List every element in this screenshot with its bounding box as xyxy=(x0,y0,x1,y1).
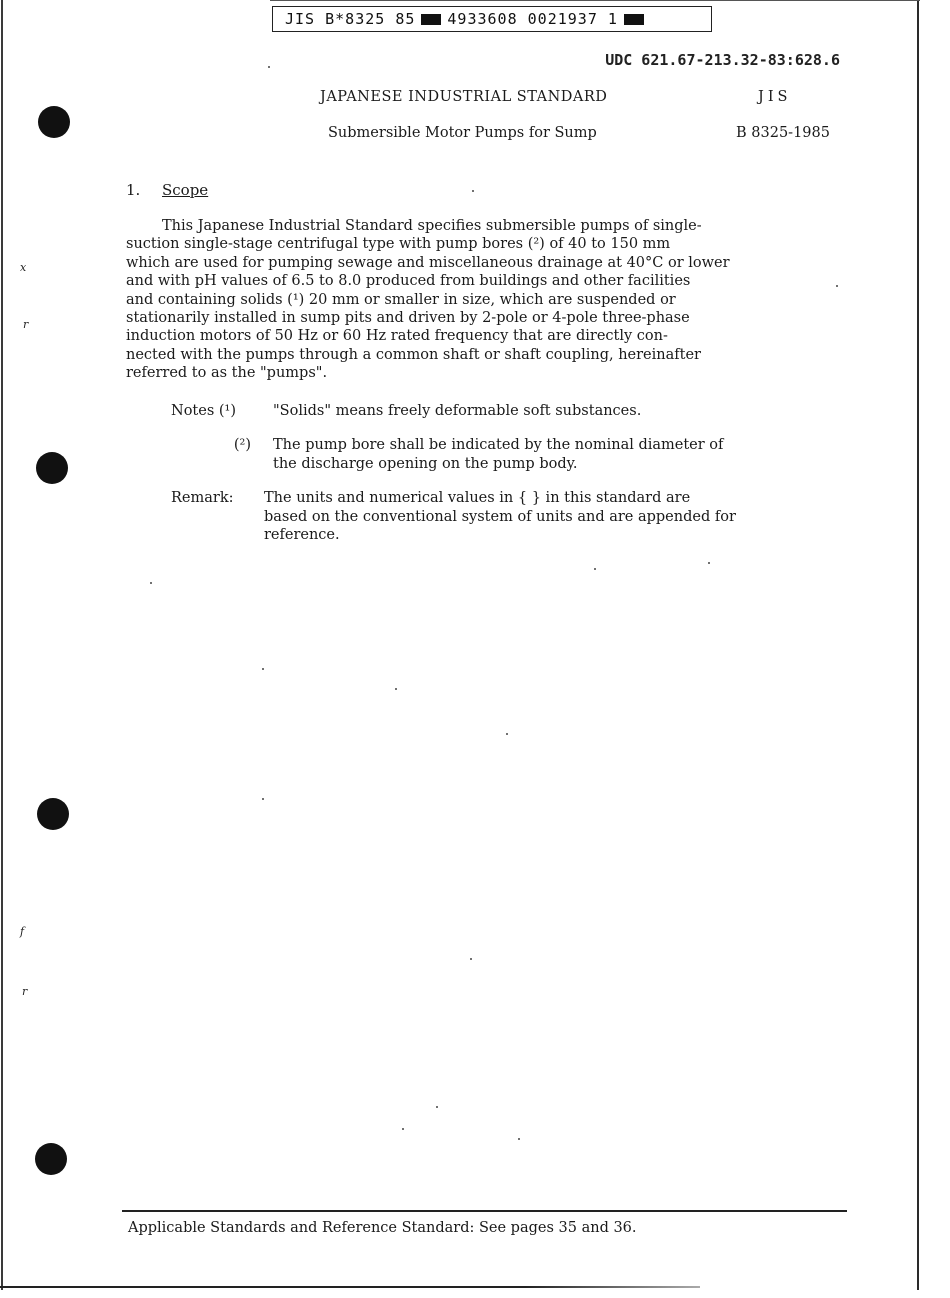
scan-speck xyxy=(262,668,264,670)
paragraph-line: and containing solids (¹) 20 mm or smaller in size, which are suspended or xyxy=(126,291,676,308)
redaction-block-icon xyxy=(624,14,644,25)
remark xyxy=(171,489,736,544)
binding-hole-icon xyxy=(38,106,70,138)
scan-edge-left xyxy=(1,0,3,1290)
scan-edge-bottom xyxy=(0,1286,700,1288)
jis-mark: JIS xyxy=(758,89,792,105)
remark-line: based on the conventional system of units and are appended for xyxy=(264,508,736,525)
scan-speck xyxy=(436,1106,438,1108)
stamp-serial: 4933608 0021937 1 xyxy=(447,10,618,28)
section-number: 1. xyxy=(126,181,141,199)
notes-heading: Notes xyxy=(171,403,215,419)
document-control-stamp xyxy=(272,6,712,32)
redaction-block-icon xyxy=(421,14,441,25)
scan-mark: f xyxy=(20,925,25,938)
scan-speck xyxy=(506,733,508,735)
udc-code: UDC 621.67-213.32-83:628.6 xyxy=(605,51,840,69)
paragraph-line: stationarily installed in sump pits and driven by 2-pole or 4-pole three-phase xyxy=(126,310,690,327)
note-text xyxy=(273,436,723,473)
note-label xyxy=(171,402,273,420)
stamp-code: JIS B*8325 85 xyxy=(285,10,416,28)
scan-speck xyxy=(395,688,397,690)
paragraph-line: suction single-stage centrifugal type with pump bores (²) of 40 to 150 mm xyxy=(126,236,671,253)
scan-mark: r xyxy=(23,318,29,331)
paragraph-line: and with pH values of 6.5 to 8.0 produced from buildings and other facilities xyxy=(126,273,691,290)
paragraph-line: This Japanese Industrial Standard specifies submersible pumps of single- xyxy=(162,218,702,234)
scan-speck xyxy=(402,1128,404,1130)
scan-speck xyxy=(708,562,710,564)
scan-speck xyxy=(472,190,474,192)
scan-speck xyxy=(470,958,472,960)
note-text xyxy=(273,402,641,420)
scan-speck xyxy=(262,798,264,800)
standard-number: B 8325-1985 xyxy=(736,125,830,141)
note-marker: (²) xyxy=(233,437,251,454)
scan-edge-right xyxy=(917,0,919,1290)
remark-text xyxy=(264,489,736,544)
remark-line: The units and numerical values in { } in this standard are xyxy=(264,490,691,507)
paragraph-line: referred to as the "pumps". xyxy=(126,365,328,382)
paragraph-line: which are used for pumping sewage and miscellaneous drainage at 40°C or lower xyxy=(126,254,730,271)
note-marker: (¹) xyxy=(218,403,237,419)
remark-label: Remark: xyxy=(171,490,234,507)
section-heading xyxy=(126,181,208,199)
notes-block xyxy=(171,402,736,544)
note-line: the discharge opening on the pump body. xyxy=(273,455,578,472)
note-item xyxy=(171,436,736,473)
paragraph-line: nected with the pumps through a common shaft or shaft coupling, hereinafter xyxy=(126,346,701,363)
scan-mark: r xyxy=(22,985,28,998)
footer-divider xyxy=(122,1210,847,1212)
note-line: "Solids" means freely deformable soft substances. xyxy=(273,403,642,419)
binding-hole-icon xyxy=(37,798,69,830)
paragraph-line: induction motors of 50 Hz or 60 Hz rated frequency that are directly con- xyxy=(126,328,668,345)
document-title: Submersible Motor Pumps for Sump xyxy=(328,125,597,141)
scan-speck xyxy=(150,582,152,584)
organization-title: JAPANESE INDUSTRIAL STANDARD xyxy=(320,89,608,105)
scan-mark: x xyxy=(20,261,27,274)
section-title: Scope xyxy=(162,181,209,199)
scope-paragraph xyxy=(126,217,838,383)
footer-reference: Applicable Standards and Reference Standard: See pages 35 and 36. xyxy=(128,1220,637,1236)
scan-speck xyxy=(268,66,270,68)
scan-edge-top xyxy=(270,0,920,1)
note-line: The pump bore shall be indicated by the nominal diameter of xyxy=(273,437,724,454)
binding-hole-icon xyxy=(35,1143,67,1175)
scan-speck xyxy=(594,568,596,570)
binding-hole-icon xyxy=(36,452,68,484)
scan-speck xyxy=(518,1138,520,1140)
remark-line: reference. xyxy=(264,527,340,544)
note-item xyxy=(171,402,736,420)
